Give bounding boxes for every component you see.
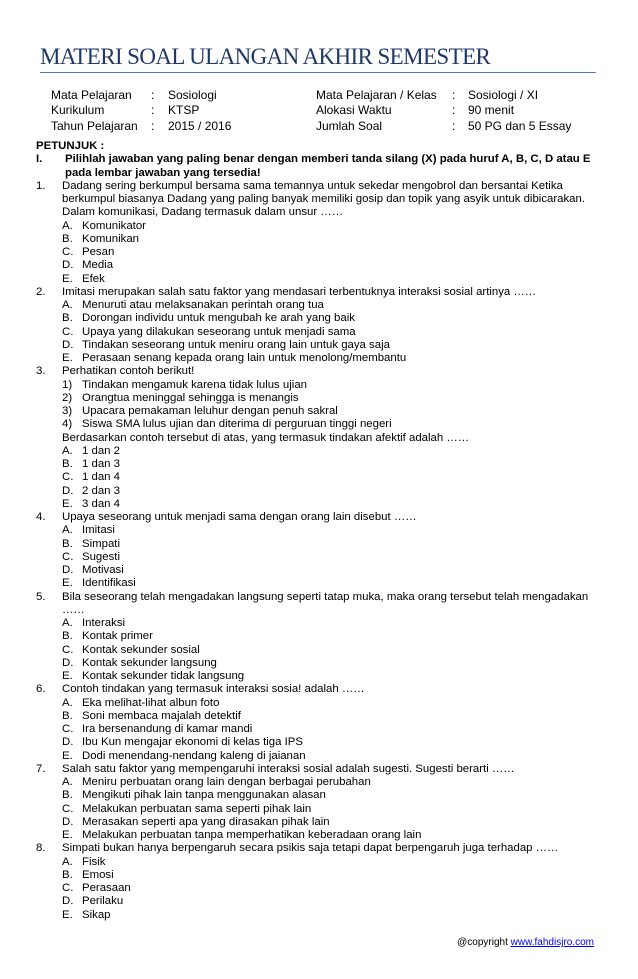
- option-letter: C.: [62, 471, 74, 484]
- question-text: Imitasi merupakan salah satu faktor yang mendasari terbentuknya interaksi sosial artinya ……: [62, 285, 537, 298]
- answer-option: [36, 710, 606, 723]
- question-prompt: Berdasarkan contoh tersebut di atas, yang termasuk tindakan afektif adalah ……: [62, 431, 470, 444]
- option-letter: C.: [62, 802, 74, 815]
- option-letter: B.: [62, 709, 73, 722]
- option-text: Ibu Kun mengajar ekonomi di kelas tiga IPS: [82, 736, 303, 749]
- question-content: [36, 140, 606, 922]
- option-letter: A.: [62, 776, 73, 788]
- info-left-colons: [151, 88, 154, 134]
- answer-option: [36, 458, 606, 471]
- option-text: Motivasi: [82, 564, 124, 576]
- answer-option: [36, 246, 606, 259]
- option-text: 2 dan 3: [82, 484, 121, 497]
- answer-option: [36, 644, 606, 657]
- colon: :: [151, 88, 155, 102]
- colon: :: [452, 88, 456, 102]
- option-text: Ira bersenandung di kamar mandi: [82, 723, 253, 735]
- statement-number: 1): [62, 378, 73, 391]
- answer-option: [36, 233, 606, 246]
- answer-option: [36, 471, 606, 484]
- answer-option: [36, 326, 606, 339]
- answer-option: [36, 697, 606, 710]
- question-number: 8.: [36, 842, 46, 855]
- option-letter: E.: [62, 670, 73, 682]
- colon: :: [452, 118, 456, 133]
- question-text: Perhatikan contoh berikut!: [62, 365, 195, 378]
- option-letter: B.: [62, 312, 73, 325]
- option-letter: E.: [62, 749, 73, 762]
- question: [36, 591, 606, 618]
- option-letter: C.: [62, 550, 74, 563]
- option-letter: D.: [62, 564, 74, 576]
- question-text: Dadang sering berkumpul bersama sama temannya untuk sekedar mengobrol dan bersantai Ketika berkumpul biasanya Dadang yang paling banyak memiliki gosip dan topik yang asyik untuk dibicarakan. Dalam komunikasi, Dadang termasuk dalam unsur ……: [62, 179, 586, 219]
- question-number: 3.: [36, 365, 46, 378]
- info-label: Jumlah Soal: [316, 118, 383, 133]
- answer-option: [36, 617, 606, 630]
- option-letter: D.: [62, 895, 74, 908]
- option-letter: C.: [62, 882, 74, 894]
- question: [36, 286, 606, 299]
- instruction-number: I.: [36, 153, 43, 166]
- question-text: Simpati bukan hanya berpengaruh secara psikis saja tetapi dapat berpengaruh juga terhadap ……: [62, 842, 559, 855]
- info-label: Kurikulum: [51, 103, 105, 118]
- info-left-values: [168, 88, 231, 134]
- question-number: 1.: [36, 179, 46, 192]
- option-text: Interaksi: [82, 617, 126, 629]
- option-letter: E.: [62, 272, 73, 285]
- question-text: Bila seseorang telah mengadakan langsung seperti tatap muka, maka orang tersebut telah mengadakan ……: [62, 590, 589, 616]
- answer-option: [36, 445, 606, 458]
- answer-option: [36, 869, 606, 882]
- option-text: Kontak sekunder langsung: [82, 656, 217, 669]
- question-number: 4.: [36, 511, 46, 523]
- option-text: Imitasi: [82, 524, 115, 537]
- option-letter: E.: [62, 908, 73, 921]
- answer-option: [36, 736, 606, 749]
- option-text: Melakukan perbuatan tanpa memperhatikan keberadaan orang lain: [82, 829, 422, 841]
- statement-text: Upacara pemakaman leluhur dengan penuh sakral: [82, 405, 338, 417]
- info-label: Alokasi Waktu: [316, 103, 392, 118]
- option-letter: E.: [62, 577, 73, 590]
- answer-option: [36, 498, 606, 511]
- answer-option: [36, 670, 606, 683]
- answer-option: [36, 551, 606, 564]
- option-text: Kontak primer: [82, 630, 153, 643]
- option-letter: C.: [62, 723, 74, 735]
- answer-option: [36, 339, 606, 352]
- option-text: Komunikan: [82, 232, 139, 245]
- option-text: Merasakan seperti apa yang dirasakan pihak lain: [82, 815, 330, 828]
- option-letter: A.: [62, 219, 73, 232]
- option-letter: D.: [62, 815, 74, 828]
- question-list: [36, 180, 606, 922]
- info-right-colons: [452, 88, 455, 134]
- option-letter: D.: [62, 656, 74, 669]
- answer-option: [36, 776, 606, 789]
- question-number: 5.: [36, 590, 46, 603]
- option-letter: D.: [62, 259, 74, 272]
- option-text: Upaya yang dilakukan seseorang untuk menjadi sama: [82, 325, 356, 338]
- option-text: 1 dan 4: [82, 471, 121, 484]
- copyright-footer: [457, 937, 594, 948]
- option-text: Melakukan perbuatan sama seperti pihak lain: [82, 802, 312, 815]
- answer-option: [36, 829, 606, 842]
- answer-option: [36, 750, 606, 763]
- question-text: Upaya seseorang untuk menjadi sama dengan orang lain disebut ……: [62, 511, 417, 523]
- answer-option: [36, 564, 606, 577]
- question: [36, 180, 606, 220]
- option-letter: D.: [62, 338, 74, 351]
- option-text: Kontak sekunder sosial: [82, 643, 200, 656]
- option-letter: A.: [62, 299, 73, 311]
- answer-option: [36, 259, 606, 272]
- option-letter: A.: [62, 444, 73, 457]
- instruction: [36, 153, 606, 180]
- option-letter: E.: [62, 829, 73, 841]
- option-text: Perasaan: [82, 882, 131, 894]
- question-text: Contoh tindakan yang termasuk interaksi sosia! adalah ……: [62, 683, 365, 696]
- info-left-labels: [51, 88, 138, 134]
- copyright-prefix: @copyright: [457, 937, 511, 948]
- option-text: Soni membaca majalah detektif: [82, 709, 241, 722]
- info-label: Mata Pelajaran / Kelas: [316, 88, 437, 102]
- option-text: Komunikator: [82, 219, 146, 232]
- option-letter: B.: [62, 232, 73, 245]
- info-right-labels: [316, 88, 437, 134]
- option-letter: A.: [62, 855, 73, 868]
- statement-item: [36, 418, 606, 431]
- option-text: Simpati: [82, 537, 120, 550]
- option-text: Efek: [82, 272, 105, 285]
- option-text: Sugesti: [82, 550, 120, 563]
- option-letter: C.: [62, 246, 74, 258]
- answer-option: [36, 485, 606, 498]
- option-text: Pesan: [82, 246, 115, 258]
- question-number: 2.: [36, 285, 46, 298]
- info-value: 50 PG dan 5 Essay: [468, 118, 572, 133]
- option-text: 3 dan 4: [82, 497, 121, 510]
- statement-number: 3): [62, 405, 73, 417]
- instruction-text: Pilihlah jawaban yang paling benar dengan memberi tanda silang (X) pada huruf A, B, C, D atau E pada lembar jawaban yang tersedia!: [65, 153, 591, 179]
- question: [36, 842, 606, 855]
- info-label: Mata Pelajaran: [51, 88, 132, 102]
- answer-option: [36, 299, 606, 312]
- question: [36, 365, 606, 378]
- option-letter: B.: [62, 789, 73, 802]
- option-letter: D.: [62, 736, 74, 749]
- option-text: Menuruti atau melaksanakan perintah orang tua: [82, 299, 324, 311]
- answer-option: [36, 312, 606, 325]
- question: [36, 511, 606, 524]
- option-text: Meniru perbuatan orang lain dengan berbagai perubahan: [82, 776, 371, 788]
- question-number: 7.: [36, 762, 46, 775]
- petunjuk-heading: PETUNJUK :: [36, 140, 105, 152]
- option-text: Dorongan individu untuk mengubah ke arah yang baik: [82, 312, 355, 325]
- answer-option: [36, 352, 606, 365]
- option-letter: D.: [62, 484, 74, 497]
- option-text: 1 dan 3: [82, 458, 121, 470]
- answer-option: [36, 524, 606, 537]
- title-underline: [40, 72, 596, 73]
- info-right-values: [468, 88, 571, 134]
- option-letter: B.: [62, 537, 73, 550]
- option-text: Dodi menendang-nendang kaleng di jaianan: [82, 749, 306, 762]
- option-text: Identifikasi: [82, 577, 136, 590]
- answer-option: [36, 577, 606, 590]
- answer-option: [36, 803, 606, 816]
- option-text: Perasaan senang kepada orang lain untuk menolong/membantu: [82, 352, 407, 364]
- option-text: Mengikuti pihak lain tanpa menggunakan alasan: [82, 789, 326, 802]
- statement-text: Siswa SMA lulus ujian dan diterima di perguruan tinggi negeri: [82, 418, 392, 431]
- answer-option: [36, 816, 606, 829]
- answer-option: [36, 909, 606, 922]
- question-number: 6.: [36, 683, 46, 696]
- question-text: Salah satu faktor yang mempengaruhi interaksi sosial adalah sugesti. Sugesti berarti ……: [62, 762, 515, 775]
- question: [36, 763, 606, 776]
- info-label: Tahun Pelajaran: [51, 118, 138, 133]
- answer-option: [36, 789, 606, 802]
- option-text: Emosi: [82, 868, 114, 881]
- info-value: 90 menit: [468, 103, 515, 118]
- colon: :: [452, 103, 456, 118]
- option-text: Kontak sekunder tidak langsung: [82, 670, 245, 682]
- option-letter: C.: [62, 325, 74, 338]
- answer-option: [36, 630, 606, 643]
- info-value: KTSP: [168, 103, 200, 118]
- option-letter: B.: [62, 630, 73, 643]
- info-value: Sosiologi / XI: [468, 88, 539, 102]
- option-letter: E.: [62, 497, 73, 510]
- option-text: 1 dan 2: [82, 444, 121, 457]
- answer-option: [36, 657, 606, 670]
- option-letter: B.: [62, 458, 73, 470]
- option-text: Perilaku: [82, 895, 124, 908]
- option-letter: C.: [62, 643, 74, 656]
- answer-option: [36, 220, 606, 233]
- answer-option: [36, 882, 606, 895]
- option-text: Media: [82, 259, 114, 272]
- answer-option: [36, 723, 606, 736]
- statement-item: [36, 405, 606, 418]
- option-text: Sikap: [82, 908, 111, 921]
- colon: :: [151, 118, 155, 133]
- answer-option: [36, 538, 606, 551]
- option-letter: A.: [62, 617, 73, 629]
- statement-item: [36, 392, 606, 405]
- question: [36, 683, 606, 696]
- answer-option: [36, 273, 606, 286]
- info-value: 2015 / 2016: [168, 118, 232, 133]
- website-link[interactable]: www.fahdisjro.com: [510, 937, 594, 948]
- option-text: Tindakan seseorang untuk meniru orang lain untuk gaya saja: [82, 338, 390, 351]
- info-value: Sosiologi: [168, 88, 217, 102]
- option-text: Eka melihat-lihat albun foto: [82, 696, 220, 709]
- colon: :: [151, 103, 155, 118]
- option-letter: E.: [62, 352, 73, 364]
- statement-item: [36, 379, 606, 392]
- answer-option: [36, 856, 606, 869]
- statement-text: Orangtua meninggal sehingga is menangis: [82, 391, 299, 404]
- option-letter: A.: [62, 696, 73, 709]
- statement-number: 2): [62, 391, 73, 404]
- option-letter: A.: [62, 524, 73, 537]
- statement-number: 4): [62, 418, 73, 431]
- document-title: MATERI SOAL ULANGAN AKHIR SEMESTER: [40, 44, 491, 69]
- answer-option: [36, 895, 606, 908]
- option-letter: B.: [62, 868, 73, 881]
- statement-text: Tindakan mengamuk karena tidak lulus ujian: [82, 378, 307, 391]
- option-text: Fisik: [82, 855, 106, 868]
